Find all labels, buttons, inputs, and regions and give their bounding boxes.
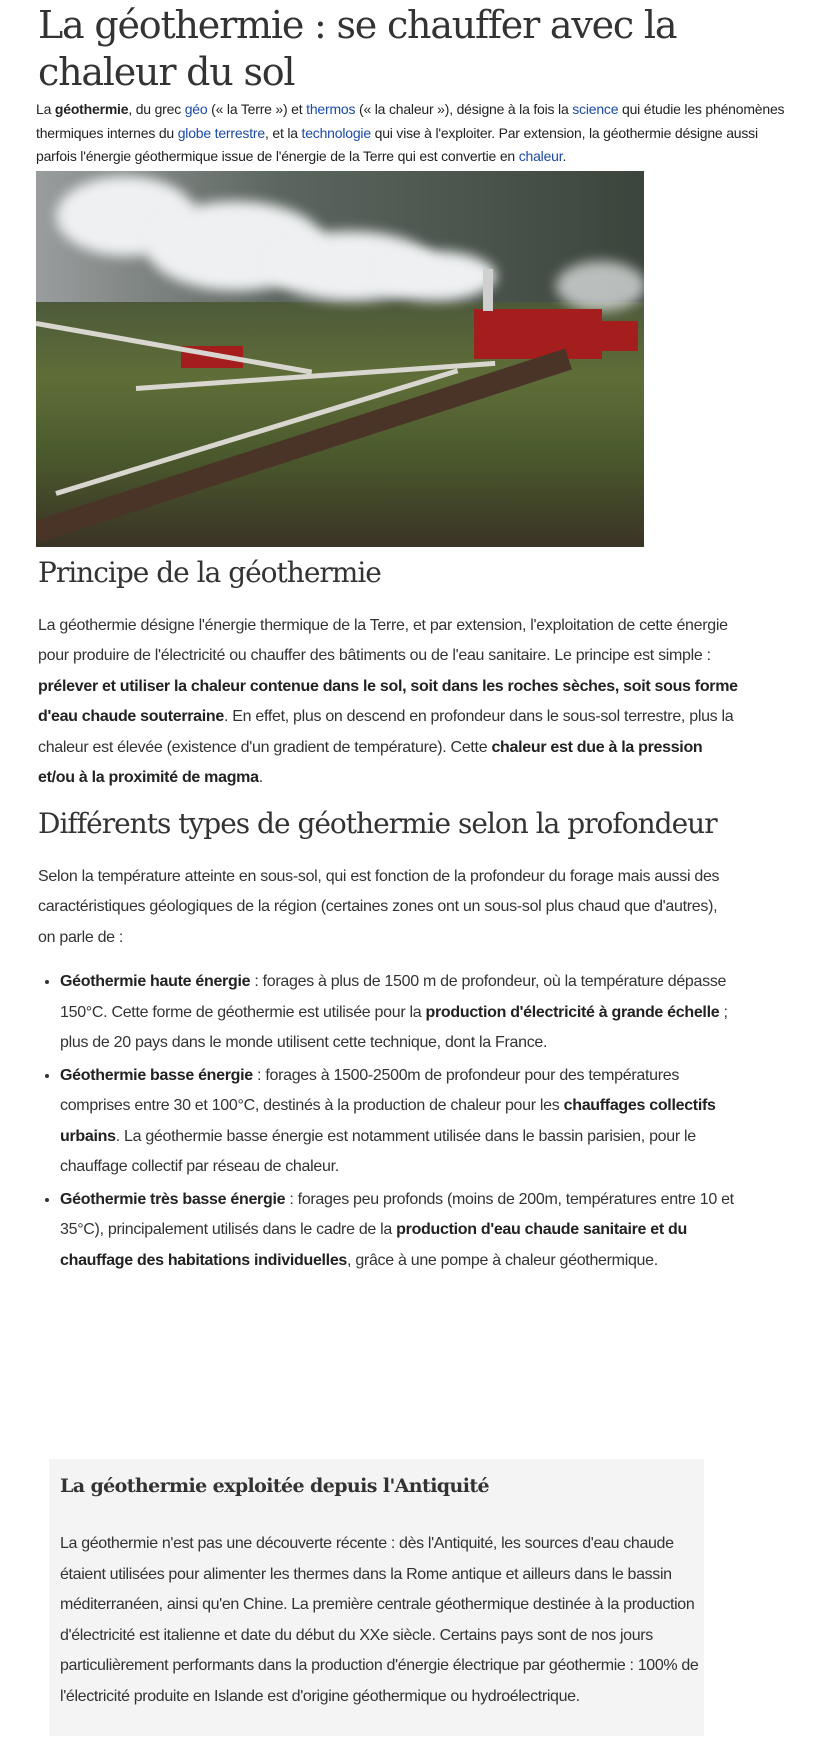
link-globe-terrestre[interactable]: globe terrestre: [177, 124, 265, 141]
text: . En effet, plus on descend en profondeur dans le sous-sol terrestre, plus la chaleur est élevée (existence d'un gradient de température). Cette: [38, 708, 734, 756]
text: : forages peu profonds (moins de 200m, températures entre 10 et 35°C), principalement utilisés dans le cadre de la: [60, 1190, 734, 1238]
list-item: [60, 967, 738, 1059]
text: La: [36, 101, 55, 117]
text: (« la chaleur »), désigne à la fois la: [355, 101, 573, 117]
page-title: La géothermie : se chauffer avec la chaleur du sol: [38, 3, 677, 94]
link-technologie[interactable]: technologie: [301, 124, 371, 141]
link-thermos[interactable]: thermos: [306, 101, 356, 117]
types-intro: Selon la température atteinte en sous-sol, qui est fonction de la profondeur du forage mais aussi des caractéristiques géologiques de la région (certaines zones ont un sous-sol plus chaud que d'autres), on parle de :: [38, 867, 720, 946]
steam-cloud: [556, 261, 644, 311]
steam-cloud: [376, 251, 496, 301]
types-list: [38, 967, 738, 1276]
bold-text: Géothermie très basse énergie: [60, 1190, 286, 1208]
chimney: [483, 269, 493, 311]
pipeline: [36, 321, 312, 375]
text: : forages à 1500-2500m de profondeur pour des températures comprises entre 30 et 100°C, destinés à la production de chaleur pour les: [60, 1066, 680, 1114]
text: .: [562, 148, 567, 164]
pipeline: [55, 368, 458, 496]
section-heading-principe: Principe de la géothermie: [38, 555, 381, 589]
link-geo[interactable]: géo: [184, 101, 208, 117]
text: (« la Terre ») et: [207, 101, 307, 117]
principe-paragraph: [38, 611, 738, 794]
bold-text: chaleur est due à la pression et/ou à la proximité de magma: [38, 738, 703, 786]
red-building: [602, 321, 638, 351]
text: , du grec: [128, 101, 185, 117]
intro-paragraph: [36, 98, 796, 169]
info-box: [49, 1459, 704, 1736]
info-box-heading: La géothermie exploitée depuis l'Antiquité: [60, 1475, 489, 1497]
link-chaleur[interactable]: chaleur: [518, 148, 563, 164]
link-science[interactable]: science: [572, 101, 619, 117]
text: : forages à plus de 1500 m de profondeur, où la température dépasse 150°C. Cette forme de géothermie est utilisée pour la: [60, 973, 727, 1021]
text: .: [258, 769, 263, 786]
info-box-text: La géothermie n'est pas une découverte récente : dès l'Antiquité, les sources d'eau chaude étaient utilisées pour alimenter les thermes dans la Rome antique et ailleurs dans le bassin méditerranéen, ainsi qu'en Chine. La première centrale géothermique destinée à la production d'électricité est italienne et date du début du XXe siècle. Certains pays sont de nos jours particulièrement performants dans la production d'énergie électrique par géothermie : 100% de l'électricité produite en Islande est d'origine géothermique ou hydroélectrique.: [60, 1535, 699, 1705]
list-item: [60, 1185, 738, 1277]
bold-text: Géothermie haute énergie: [60, 973, 251, 990]
bold-text: Géothermie basse énergie: [60, 1066, 253, 1084]
text: La géothermie désigne l'énergie thermique de la Terre, et par extension, l'exploitation de cette énergie pour produire de l'électricité ou chauffer des bâtiments ou de l'eau sanitaire. Le principe est simple :: [38, 616, 728, 664]
text: qui vise à l'exploiter. Par extension, la géothermie désigne aussi parfois l'énergie géothermique issue de l'énergie de la Terre qui est convertie en: [36, 124, 758, 164]
geothermal-plant-photo: [36, 171, 644, 547]
bold-text: prélever et utiliser la chaleur contenue dans le sol, soit dans les roches sèches, soit sous forme d'eau chaude souterraine: [38, 677, 738, 725]
bold-text: production d'électricité à grande échelle: [425, 1003, 720, 1021]
bold-text: chauffages collectifs urbains: [60, 1097, 716, 1145]
section-heading-types: Différents types de géothermie selon la profondeur: [38, 806, 717, 840]
article: [36, 0, 785, 1278]
red-building: [474, 309, 602, 359]
text: , grâce à une pompe à chaleur géothermique.: [347, 1251, 658, 1269]
list-item: [60, 1061, 738, 1183]
text: . La géothermie basse énergie est notamment utilisée dans le bassin parisien, pour le chauffage collectif par réseau de chaleur.: [60, 1127, 696, 1175]
text: qui étudie les phénomènes thermiques internes du: [36, 101, 785, 141]
bold-text: géothermie: [54, 101, 129, 117]
text: ; plus de 20 pays dans le monde utilisent cette technique, dont la France.: [60, 1003, 728, 1051]
bold-text: production d'eau chaude sanitaire et du chauffage des habitations individuelles: [60, 1221, 687, 1269]
text: , et la: [264, 124, 302, 141]
